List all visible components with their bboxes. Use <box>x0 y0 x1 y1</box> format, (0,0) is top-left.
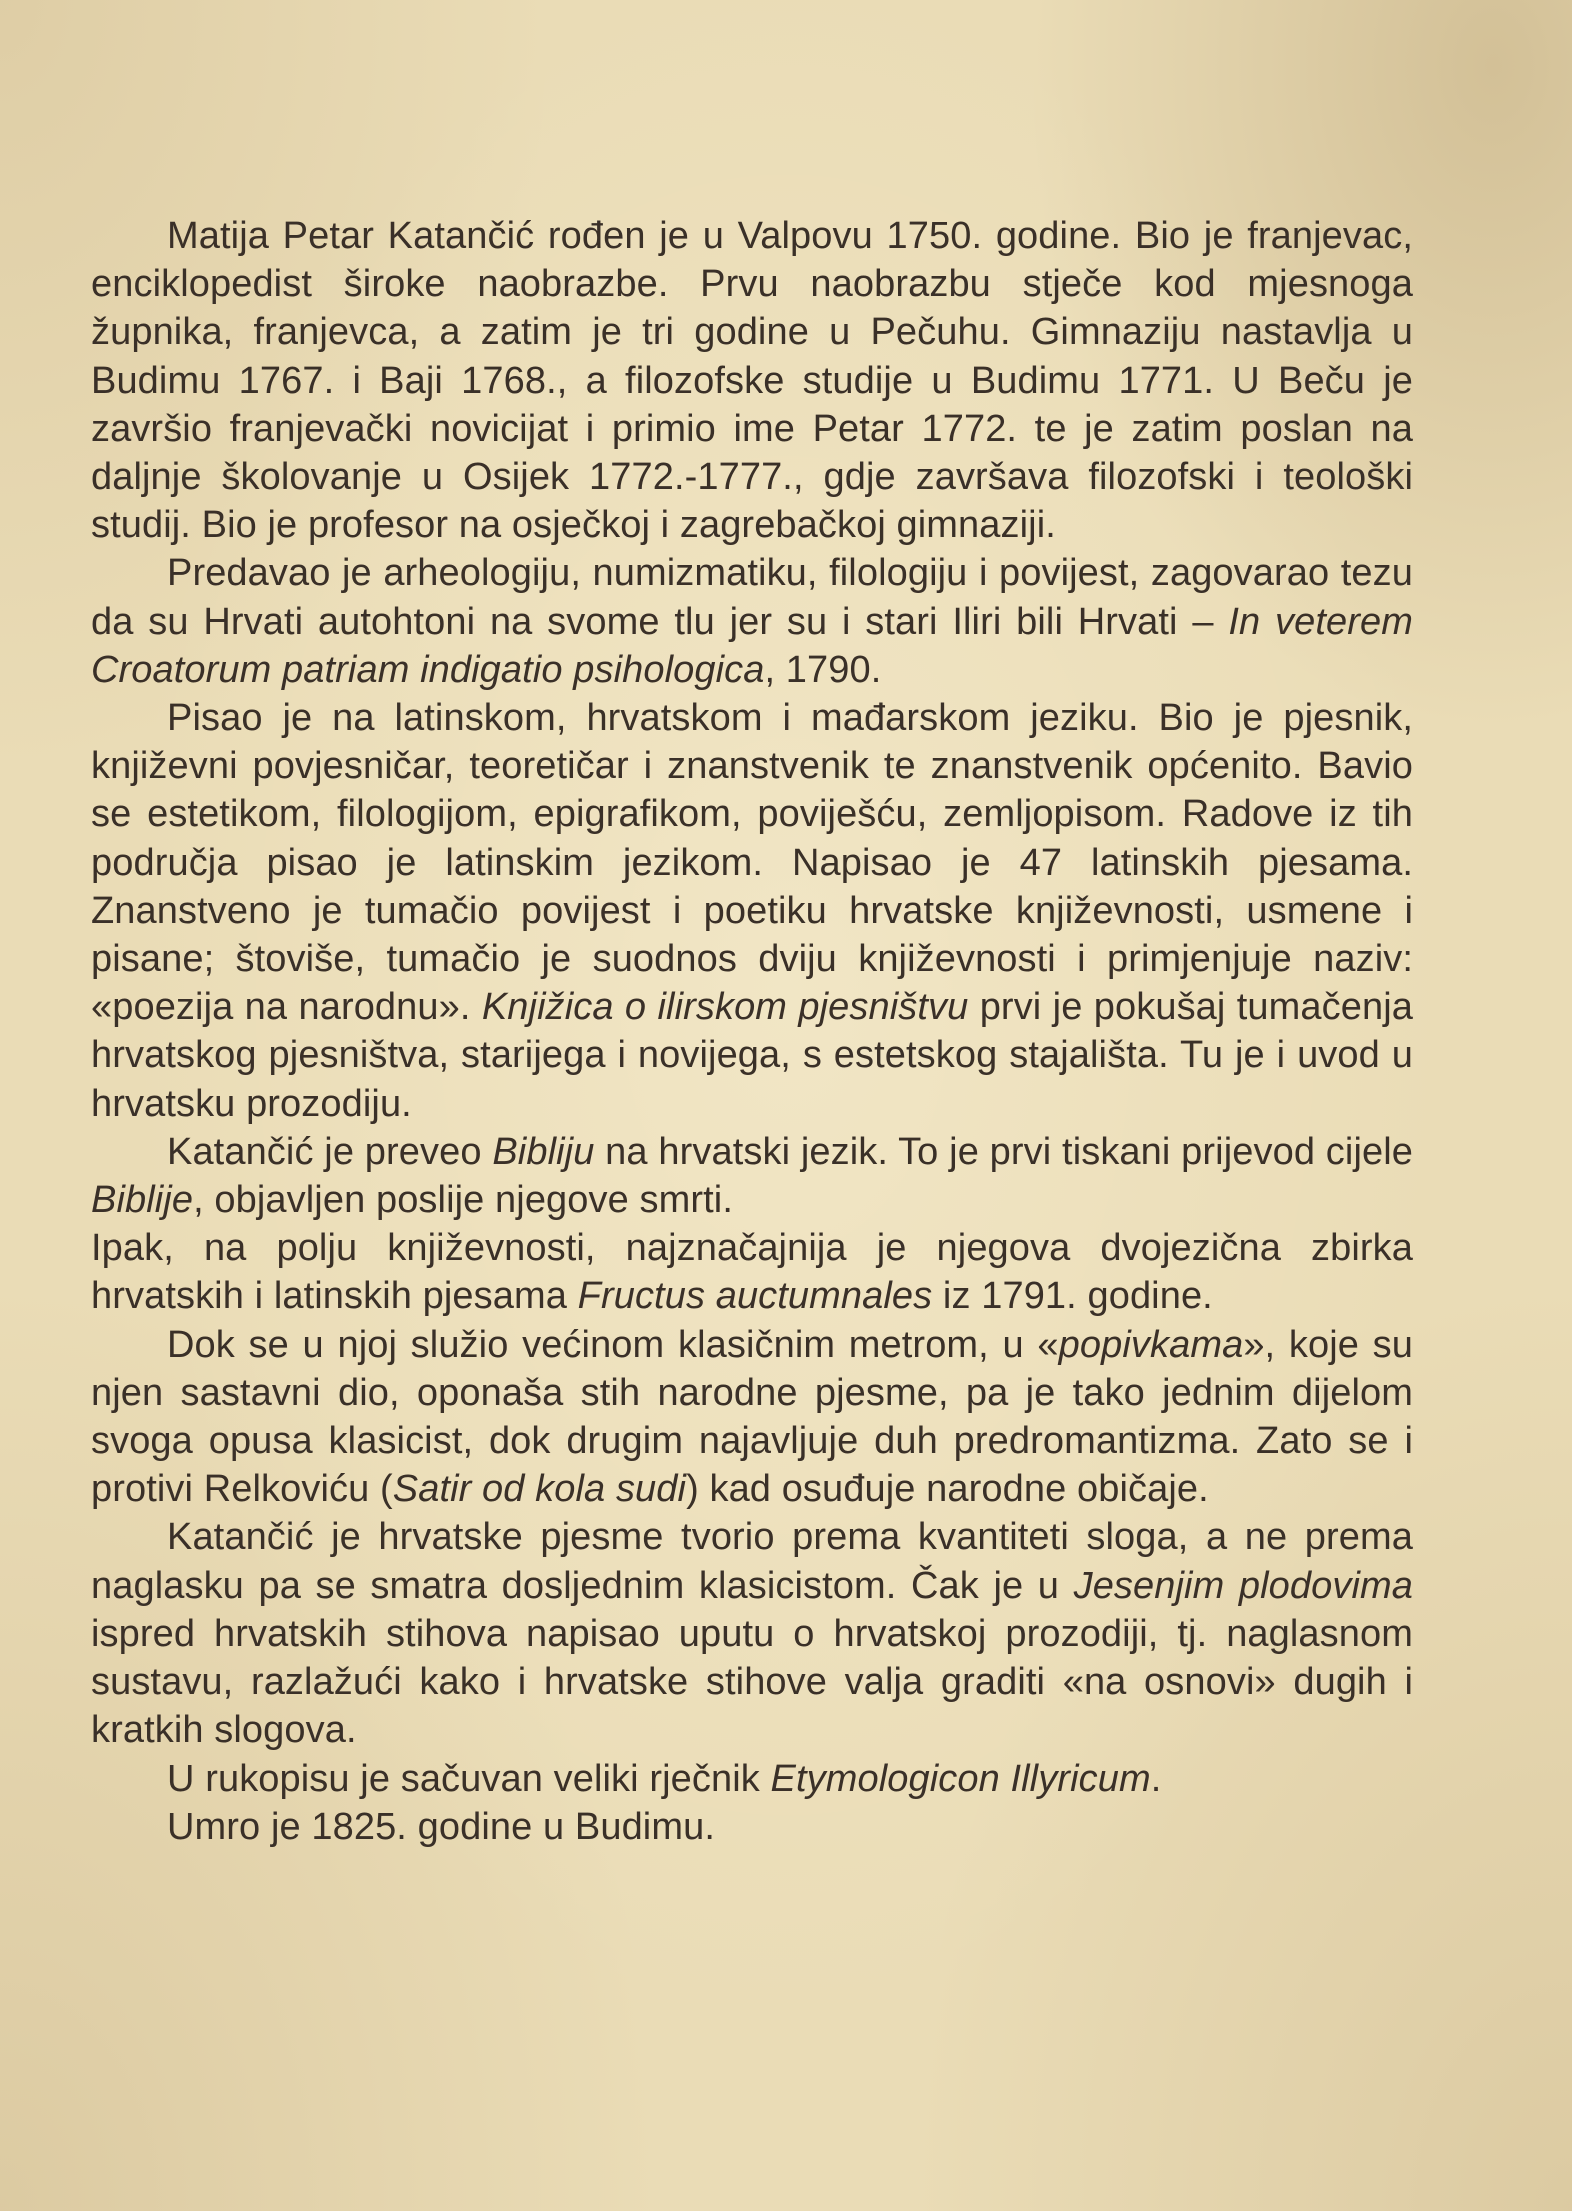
text-span: Dok se u njoj služio većinom klasičnim metrom, u « <box>167 1323 1059 1366</box>
text-span: Umro je 1825. godine u Budimu. <box>167 1805 715 1848</box>
text-span: . <box>1150 1757 1162 1800</box>
text-span: , 1790. <box>764 648 882 691</box>
paragraph-writing <box>91 694 1413 1128</box>
text-span: Katančić je preveo <box>167 1130 493 1173</box>
work-title-italic: Knjižica o ilirskom pjesništvu <box>481 986 969 1029</box>
text-span: prvi je pokušaj tumačenja hrvatskog pjesništva, starijega i novijega, s estetskog stajališta. Tu je i uvod u hrvatsku prozodiju. <box>91 986 1413 1125</box>
text-span: Pisao je na latinskom, hrvatskom i mađarskom jeziku. Bio je pjesnik, književni povjesničar, teoretičar i znanstvenik te znanstvenik općenito. Bavio se estetikom, filologijom, epigrafikom, poviješću, zemljopisom. Radove iz tih područja pisao je latinskim jezikom. Napisao je 47 latinskih pjesama. Znanstveno je tumačio povijest i poetiku hrvatske književnosti, usmene i pisane; štoviše, tumačio je suodnos dviju književnosti i primjenjuje naziv: «poezija na narodnu». <box>91 697 1413 1029</box>
text-span: Ipak, na polju književnosti, najznačajnija je njegova dvojezična zbirka hrvatskih i latinskih pjesama <box>91 1227 1413 1318</box>
text-span: , objavljen poslije njegove smrti. <box>193 1179 733 1222</box>
work-title-italic: Fructus auctumnales <box>577 1275 933 1318</box>
work-title-italic: In veterem Croatorum patriam indigatio psihologica <box>91 600 1413 691</box>
work-title-italic: popivkama <box>1058 1323 1244 1366</box>
paragraph-bible-translation <box>91 1128 1413 1224</box>
paragraph-collection <box>91 1224 1413 1320</box>
text-span: Katančić je hrvatske pjesme tvorio prema kvantiteti sloga, a ne prema naglasku pa se smatra dosljednim klasicistom. Čak je u <box>91 1516 1413 1607</box>
work-title-italic: Bibliju <box>492 1130 595 1173</box>
text-span: Predavao je arheologiju, numizmatiku, filologiju i povijest, zagovarao tezu da su Hrvati autohtoni na svome tlu jer su i stari Iliri bili Hrvati – <box>91 552 1413 643</box>
text-span: U rukopisu je sačuvan veliki rječnik <box>167 1757 771 1800</box>
paragraph-metre <box>91 1321 1413 1514</box>
text-span: ) kad osuđuje narodne običaje. <box>686 1468 1209 1511</box>
paragraph-early-life <box>91 212 1413 549</box>
work-title-italic: Biblije <box>91 1179 194 1222</box>
paragraph-prosody <box>91 1513 1413 1754</box>
biography-text <box>91 212 1413 1851</box>
text-span: Matija Petar Katančić rođen je u Valpovu 1750. godine. Bio je franjevac, enciklopedist široke naobrazbe. Prvu naobrazbu stječe kod mjesnoga župnika, franjevca, a zatim je tri godine u Pečuhu. Gimnaziju nastavlja u Budimu 1767. i Baji 1768., a filozofske studije u Budimu 1771. U Beču je završio franjevački novicijat i primio ime Petar 1772. te je zatim poslan na daljnje školovanje u Osijek 1772.-1777., gdje završava filozofski i teološki studij. Bio je profesor na osječkoj i zagrebačkoj gimnaziji. <box>91 215 1413 547</box>
text-span: na hrvatski jezik. To je prvi tiskani prijevod cijele <box>594 1130 1413 1173</box>
paragraph-teaching <box>91 549 1413 694</box>
text-span: », koje su njen sastavni dio, oponaša stih narodne pjesme, pa je tako jednim dijelom svoga opusa klasicist, dok drugim najavljuje duh predromantizma. Zato se i protivi Relkoviću ( <box>91 1323 1414 1511</box>
work-title-italic: Satir od kola sudi <box>392 1468 687 1511</box>
text-span: iz 1791. godine. <box>932 1275 1213 1318</box>
work-title-italic: Jesenjim plodovima <box>1073 1564 1414 1607</box>
paragraph-dictionary <box>91 1755 1413 1803</box>
paragraph-death <box>91 1803 1413 1851</box>
work-title-italic: Etymologicon Illyricum <box>770 1757 1151 1800</box>
text-span: ispred hrvatskih stihova napisao uputu o hrvatskoj prozodiji, tj. naglasnom sustavu, razlažući kako i hrvatske stihove valja graditi «na osnovi» dugih i kratkih slogova. <box>91 1612 1413 1752</box>
